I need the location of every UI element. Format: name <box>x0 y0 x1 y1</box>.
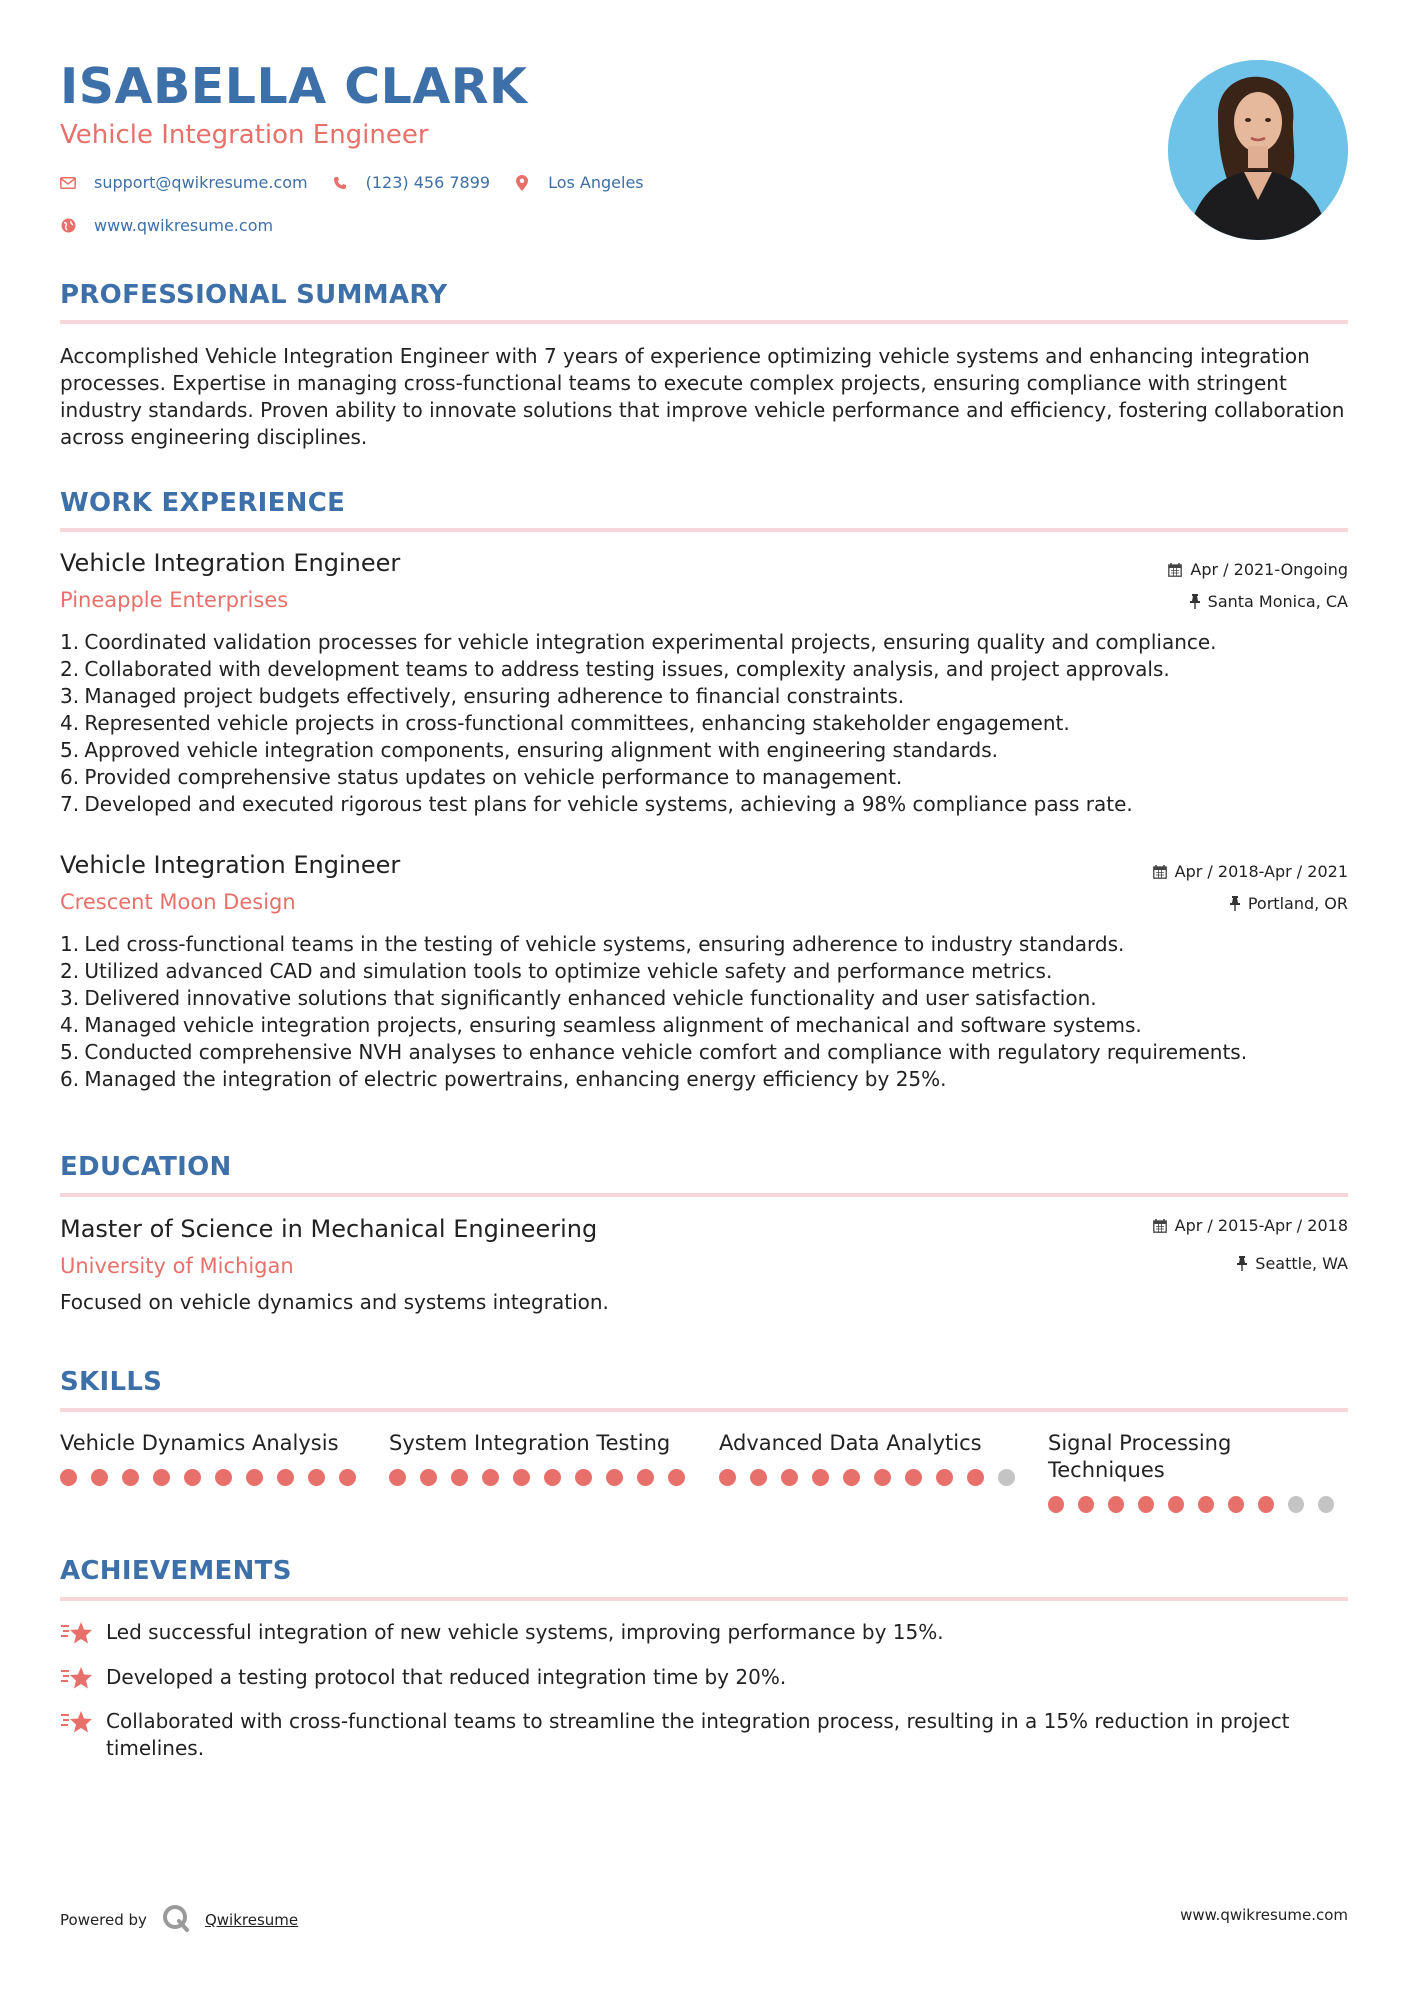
list-item: 2. Collaborated with development teams to address testing issues, complexity analysis, and project approvals. <box>60 657 1170 681</box>
skill-item <box>719 1430 1029 1486</box>
job-location <box>1190 592 1348 611</box>
candidate-name: ISABELLA CLARK <box>60 58 528 115</box>
school-name: University of Michigan <box>60 1254 294 1278</box>
envelope-icon <box>60 175 76 191</box>
pushpin-icon <box>1237 1256 1247 1271</box>
achievement-text: Collaborated with cross-functional teams to streamline the integration process, resulting in a 15% reduction in project timelines. <box>106 1709 1290 1760</box>
list-item: 5. Conducted comprehensive NVH analyses to enhance vehicle comfort and compliance with regulatory requirements. <box>60 1040 1248 1064</box>
skill-rating <box>1048 1496 1348 1513</box>
rating-dot-filled <box>339 1469 356 1486</box>
job-title: Vehicle Integration Engineer <box>60 549 401 577</box>
rating-dot-filled <box>1078 1496 1094 1513</box>
rating-dot-filled <box>1198 1496 1214 1513</box>
rating-dot-filled <box>719 1469 736 1486</box>
section-divider <box>60 1408 1348 1412</box>
calendar-icon <box>1153 865 1167 879</box>
skill-item <box>60 1430 370 1486</box>
footer-website-link[interactable]: www.qwikresume.com <box>1180 1906 1348 1924</box>
rating-dot-filled <box>122 1469 139 1486</box>
rating-dot-filled <box>1138 1496 1154 1513</box>
rating-dot-filled <box>1228 1496 1244 1513</box>
job-location-text: Portland, OR <box>1247 894 1348 913</box>
list-item: 3. Delivered innovative solutions that significantly enhanced vehicle functionality and user satisfaction. <box>60 986 1097 1010</box>
list-item: 2. Utilized advanced CAD and simulation tools to optimize vehicle safety and performance metrics. <box>60 959 1053 983</box>
powered-by-label: Powered by <box>60 1911 147 1929</box>
summary-heading: PROFESSIONAL SUMMARY <box>60 280 448 310</box>
job-dates <box>1168 560 1348 579</box>
rating-dot-filled <box>308 1469 325 1486</box>
achievement-text: Led successful integration of new vehicle systems, improving performance by 15%. <box>106 1620 944 1644</box>
rating-dot-filled <box>874 1469 891 1486</box>
rating-dot-filled <box>936 1469 953 1486</box>
list-item: 5. Approved vehicle integration components, ensuring alignment with engineering standards. <box>60 738 999 762</box>
achievement-item <box>60 1619 1350 1647</box>
rating-dot-filled <box>606 1469 623 1486</box>
rating-dot-filled <box>575 1469 592 1486</box>
rating-dot-filled <box>451 1469 468 1486</box>
rating-dot-filled <box>967 1469 984 1486</box>
list-item: 4. Managed vehicle integration projects, ensuring seamless alignment of mechanical and software systems. <box>60 1013 1142 1037</box>
rating-dot-filled <box>60 1469 77 1486</box>
skill-name: Signal Processing Techniques <box>1048 1431 1232 1482</box>
calendar-icon <box>1153 1219 1167 1233</box>
achievement-item <box>60 1664 1350 1692</box>
achievement-text: Developed a testing protocol that reduced integration time by 20%. <box>106 1665 787 1689</box>
job-title: Vehicle Integration Engineer <box>60 851 401 879</box>
rating-dot-filled <box>812 1469 829 1486</box>
skills-heading: SKILLS <box>60 1367 163 1397</box>
job-location-text: Santa Monica, CA <box>1207 592 1348 611</box>
job-dates-text: Apr / 2021-Ongoing <box>1190 560 1348 579</box>
rating-dot-filled <box>750 1469 767 1486</box>
rating-dot-filled <box>91 1469 108 1486</box>
rating-dot-filled <box>184 1469 201 1486</box>
star-icon <box>60 1619 94 1647</box>
pushpin-icon <box>1230 896 1240 911</box>
star-icon <box>60 1664 94 1692</box>
section-divider <box>60 320 1348 324</box>
skill-name: System Integration Testing <box>389 1431 671 1455</box>
education-dates-text: Apr / 2015-Apr / 2018 <box>1174 1216 1348 1235</box>
contact-row <box>60 173 668 192</box>
website-link[interactable]: www.qwikresume.com <box>94 216 274 235</box>
education-heading: EDUCATION <box>60 1152 232 1182</box>
rating-dot-filled <box>1108 1496 1124 1513</box>
qwikresume-link[interactable]: Qwikresume <box>204 1911 299 1929</box>
rating-dot-filled <box>843 1469 860 1486</box>
education-dates <box>1153 1216 1348 1235</box>
skill-name: Advanced Data Analytics <box>719 1431 982 1455</box>
skill-name: Vehicle Dynamics Analysis <box>60 1431 339 1455</box>
phone-icon <box>332 175 348 191</box>
job-bullets <box>60 931 1350 1093</box>
education-location-text: Seattle, WA <box>1255 1254 1348 1273</box>
calendar-icon <box>1168 563 1182 577</box>
rating-dot-filled <box>781 1469 798 1486</box>
rating-dot-filled <box>389 1469 406 1486</box>
education-location <box>1237 1254 1348 1273</box>
achievements-heading: ACHIEVEMENTS <box>60 1556 292 1586</box>
list-item: 6. Provided comprehensive status updates on vehicle performance to management. <box>60 765 903 789</box>
map-pin-icon <box>514 175 530 191</box>
star-icon <box>60 1708 94 1736</box>
rating-dot-empty <box>1288 1496 1304 1513</box>
rating-dot-filled <box>637 1469 654 1486</box>
rating-dot-filled <box>905 1469 922 1486</box>
list-item: 6. Managed the integration of electric powertrains, enhancing energy efficiency by 25%. <box>60 1067 947 1091</box>
rating-dot-filled <box>544 1469 561 1486</box>
list-item: 1. Led cross-functional teams in the testing of vehicle systems, ensuring adherence to industry standards. <box>60 932 1125 956</box>
list-item: 1. Coordinated validation processes for vehicle integration experimental projects, ensuring quality and compliance. <box>60 630 1217 654</box>
globe-icon <box>60 218 76 234</box>
education-description: Focused on vehicle dynamics and systems integration. <box>60 1290 609 1314</box>
section-divider <box>60 1597 1348 1601</box>
rating-dot-filled <box>482 1469 499 1486</box>
skill-rating <box>389 1469 699 1486</box>
company-name: Crescent Moon Design <box>60 890 296 914</box>
degree-title: Master of Science in Mechanical Engineering <box>60 1215 598 1243</box>
section-divider <box>60 528 1348 532</box>
job-dates-text: Apr / 2018-Apr / 2021 <box>1174 862 1348 881</box>
contact-row-website <box>60 216 297 235</box>
footer-powered-by <box>60 1903 298 1937</box>
rating-dot-filled <box>277 1469 294 1486</box>
rating-dot-filled <box>153 1469 170 1486</box>
achievement-item <box>60 1708 1350 1762</box>
section-divider <box>60 1193 1348 1197</box>
list-item: 7. Developed and executed rigorous test plans for vehicle systems, achieving a 98% compliance pass rate. <box>60 792 1133 816</box>
experience-heading: WORK EXPERIENCE <box>60 488 346 518</box>
location-text: Los Angeles <box>548 173 644 192</box>
rating-dot-filled <box>215 1469 232 1486</box>
rating-dot-empty <box>1318 1496 1334 1513</box>
rating-dot-filled <box>1258 1496 1274 1513</box>
job-bullets <box>60 629 1350 818</box>
email-link[interactable]: support@qwikresume.com <box>94 173 308 192</box>
summary-text: Accomplished Vehicle Integration Engineer with 7 years of experience optimizing vehicle systems and enhancing integration processes. Expertise in managing cross-functional teams to execute complex projects, ensuring compliance with stringent industry standards. Proven ability to innovate solutions that improve vehicle performance and efficiency, fostering collaboration across engineering disciplines. <box>60 344 1345 449</box>
rating-dot-filled <box>1048 1496 1064 1513</box>
pushpin-icon <box>1190 594 1200 609</box>
skill-rating <box>719 1469 1029 1486</box>
list-item: 4. Represented vehicle projects in cross-functional committees, enhancing stakeholder engagement. <box>60 711 1070 735</box>
phone-link[interactable]: (123) 456 7899 <box>365 173 491 192</box>
rating-dot-filled <box>513 1469 530 1486</box>
list-item: 3. Managed project budgets effectively, ensuring adherence to financial constraints. <box>60 684 905 708</box>
rating-dot-filled <box>668 1469 685 1486</box>
rating-dot-filled <box>420 1469 437 1486</box>
rating-dot-empty <box>998 1469 1015 1486</box>
rating-dot-filled <box>246 1469 263 1486</box>
company-name: Pineapple Enterprises <box>60 588 289 612</box>
rating-dot-filled <box>1168 1496 1184 1513</box>
skill-item <box>389 1430 699 1486</box>
skill-rating <box>60 1469 370 1486</box>
profile-photo <box>1168 60 1348 240</box>
skill-item <box>1048 1430 1348 1513</box>
qwikresume-logo-icon <box>161 1903 191 1937</box>
candidate-title: Vehicle Integration Engineer <box>60 120 429 150</box>
job-location <box>1230 894 1348 913</box>
job-dates <box>1153 862 1348 881</box>
